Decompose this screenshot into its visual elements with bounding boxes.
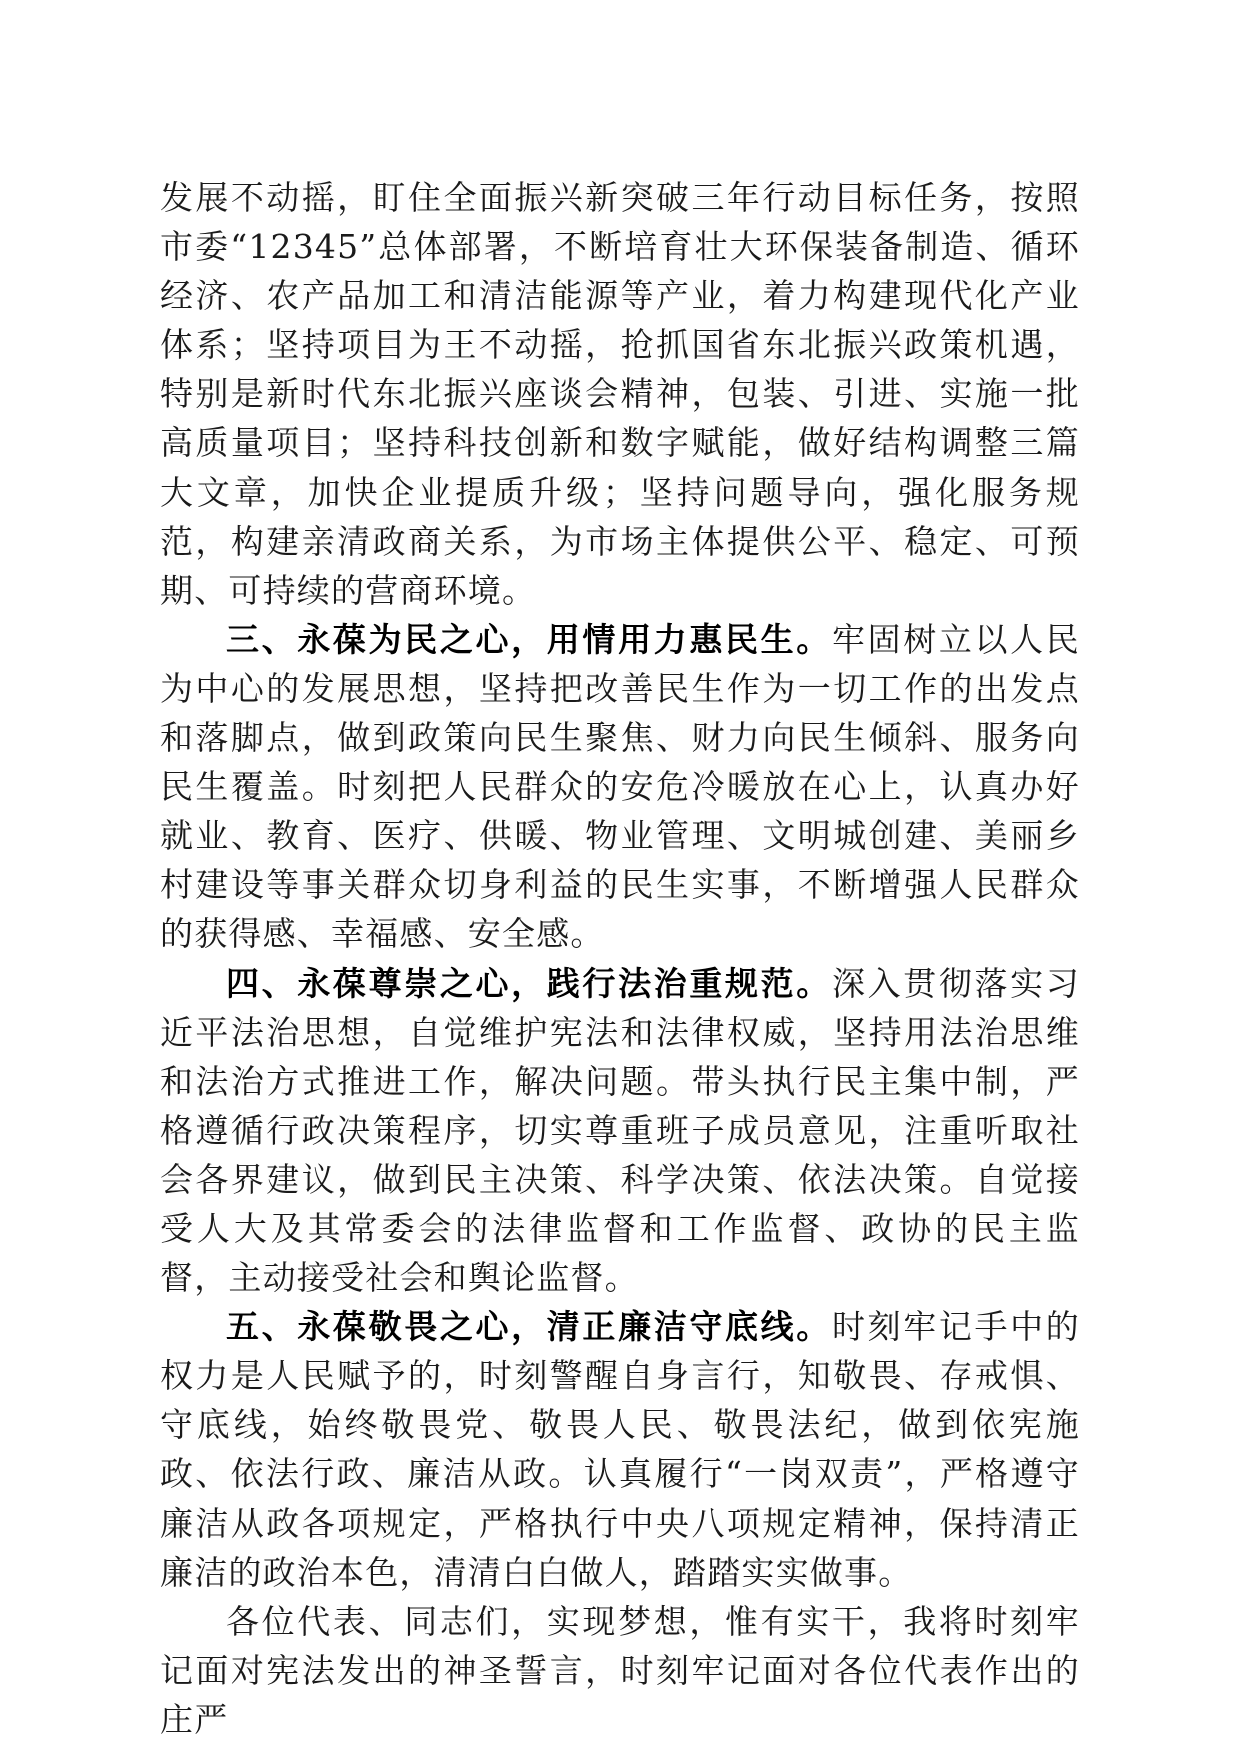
paragraph-integrity [160, 1302, 1080, 1597]
paragraph-industry-development [160, 173, 1080, 615]
paragraph-rule-of-law [160, 959, 1080, 1303]
section-heading-four: 四、永葆尊崇之心，践行法治重规范。 [226, 963, 832, 1003]
paragraph-body: 时刻牢记手中的权力是人民赋予的，时刻警醒自身言行，知敬畏、存戒惧、守底线，始终敬畏党、敬畏人民、敬畏法纪，做到依宪施政、依法行政、廉洁从政。认真履行“一岗双责”，严格遵守廉洁从政各项规定，严格执行中央八项规定精神，保持清正廉洁的政治本色，清清白白做人，踏踏实实做事。 [160, 1307, 1080, 1592]
document-body [160, 173, 1080, 1744]
paragraph-body: 发展不动摇，盯住全面振兴新突破三年行动目标任务，按照市委“12345”总体部署，不断培育壮大环保装备制造、循环经济、农产品加工和清洁能源等产业，着力构建现代化产业体系；坚持项目为王不动摇，抢抓国省东北振兴政策机遇，特别是新时代东北振兴座谈会精神，包装、引进、实施一批高质量项目；坚持科技创新和数字赋能，做好结构调整三篇大文章，加快企业提质升级；坚持问题导向，强化服务规范，构建亲清政商关系，为市场主体提供公平、稳定、可预期、可持续的营商环境。 [160, 178, 1080, 610]
section-heading-three: 三、永葆为民之心，用情用力惠民生。 [226, 619, 832, 659]
paragraph-closing [160, 1597, 1080, 1744]
paragraph-body: 深入贯彻落实习近平法治思想，自觉维护宪法和法律权威，坚持用法治思维和法治方式推进工作，解决问题。带头执行民主集中制，严格遵循行政决策程序，切实尊重班子成员意见，注重听取社会各界建议，做到民主决策、科学决策、依法决策。自觉接受人大及其常委会的法律监督和工作监督、政协的民主监督，主动接受社会和舆论监督。 [160, 963, 1080, 1298]
section-heading-five: 五、永葆敬畏之心，清正廉洁守底线。 [226, 1307, 832, 1347]
paragraph-people-livelihood [160, 615, 1080, 959]
paragraph-body: 各位代表、同志们，实现梦想，惟有实干，我将时刻牢记面对宪法发出的神圣誓言，时刻牢记面对各位代表作出的庄严 [160, 1601, 1080, 1739]
paragraph-body: 牢固树立以人民为中心的发展思想，坚持把改善民生作为一切工作的出发点和落脚点，做到政策向民生聚焦、财力向民生倾斜、服务向民生覆盖。时刻把人民群众的安危冷暖放在心上，认真办好就业、教育、医疗、供暖、物业管理、文明城创建、美丽乡村建设等事关群众切身利益的民生实事，不断增强人民群众的获得感、幸福感、安全感。 [160, 619, 1080, 954]
